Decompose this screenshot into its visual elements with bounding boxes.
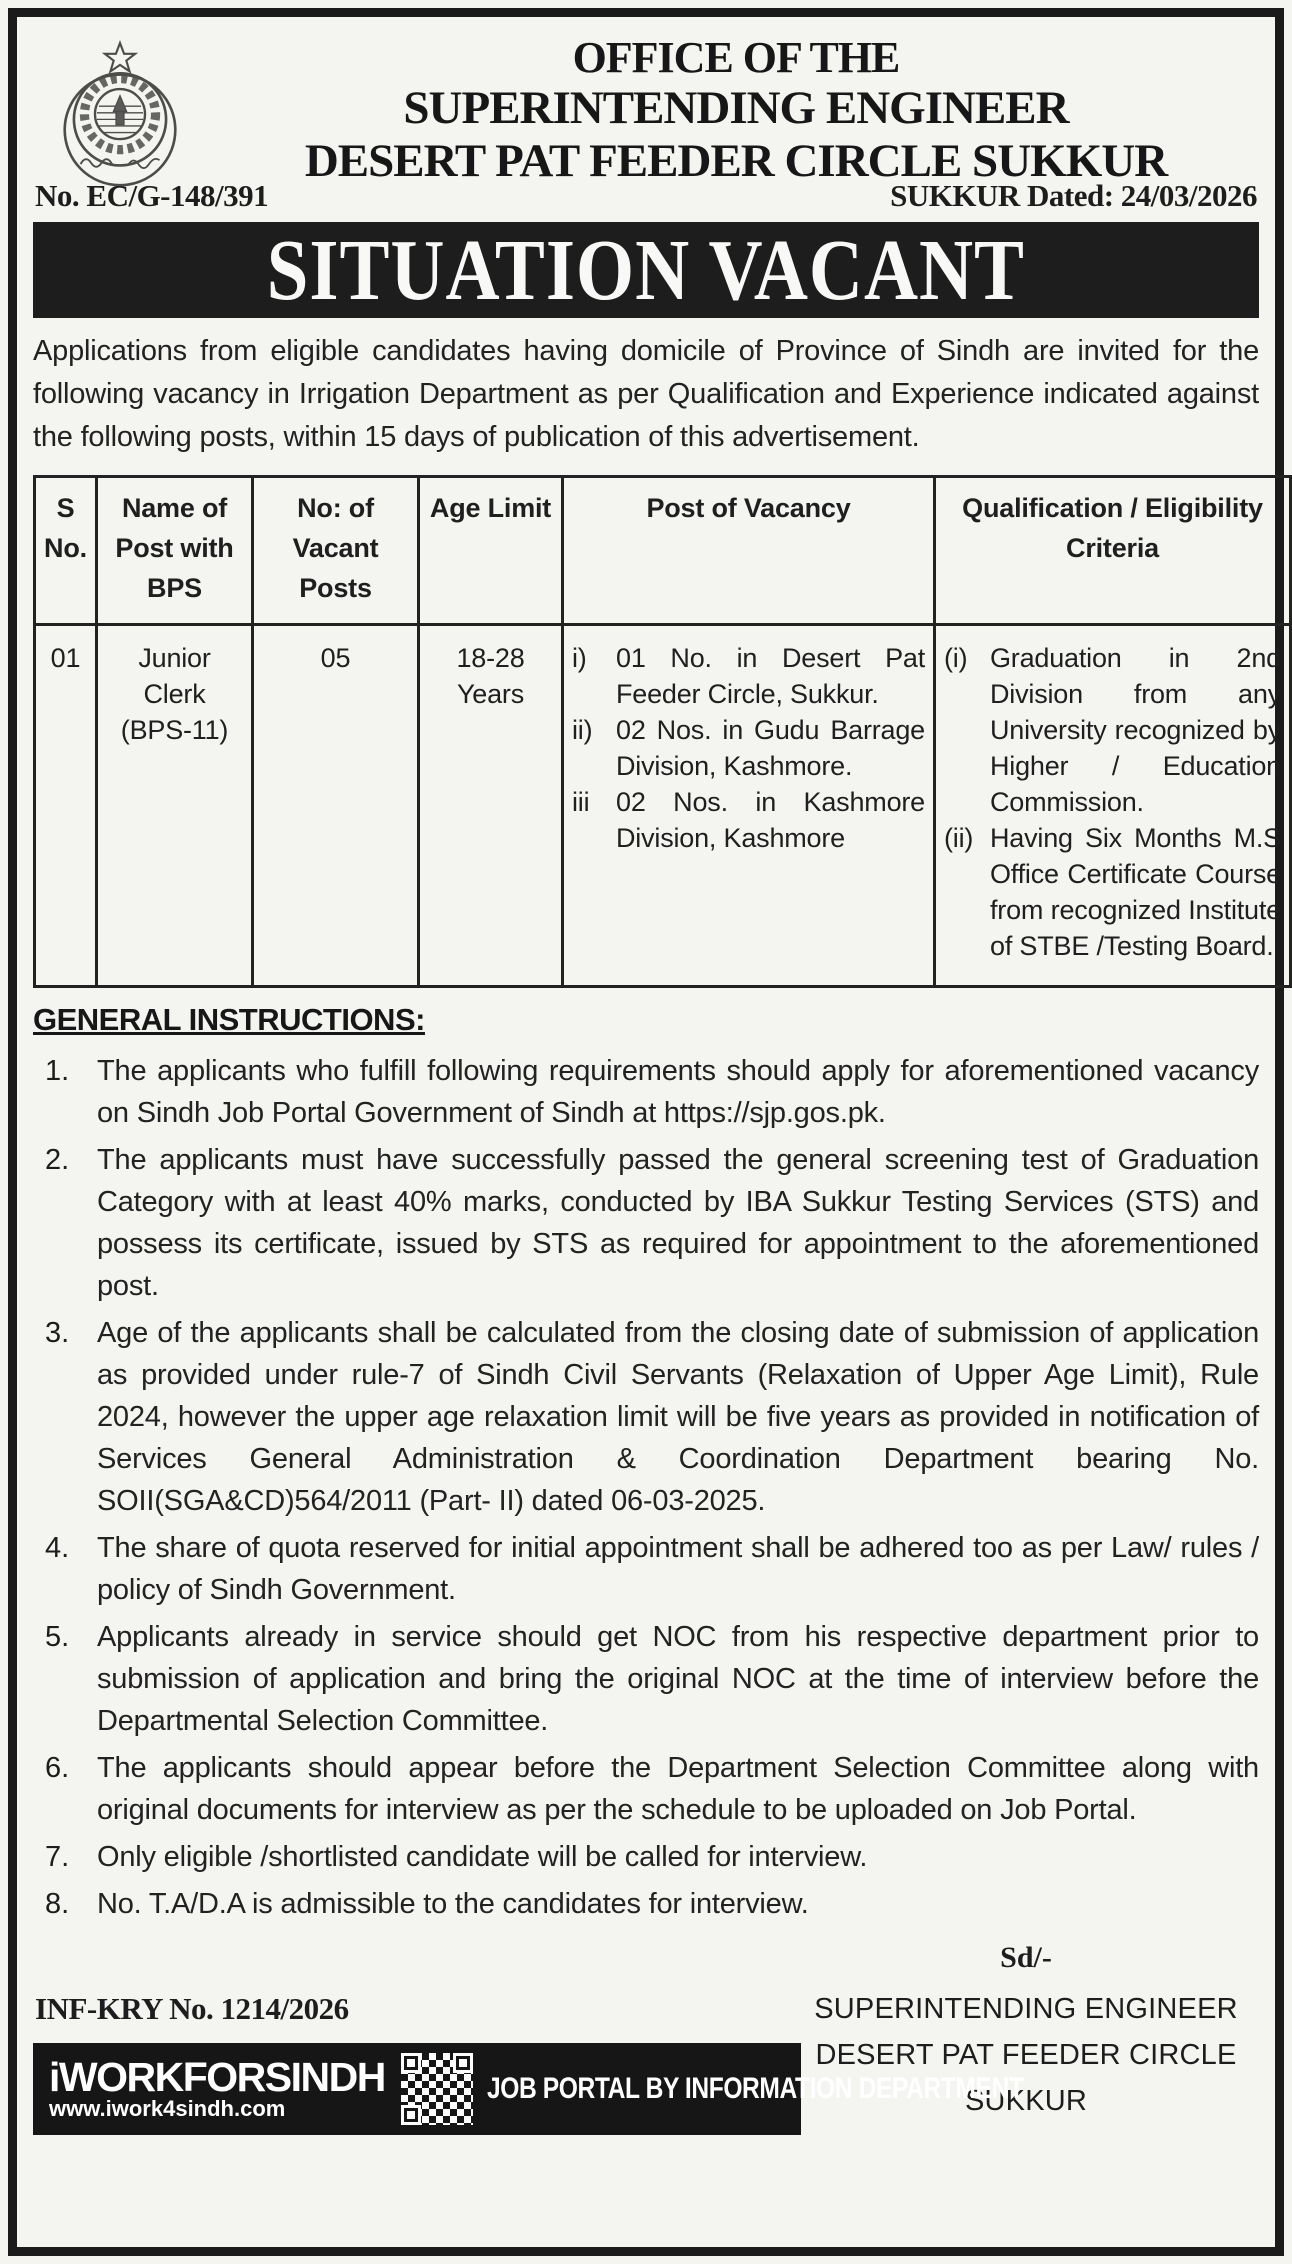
qualification-item-text: Having Six Months M.S Office Certificate Course from recognized Institute of STBE /Testing Board. <box>990 823 1281 961</box>
instruction-text: Age of the applicants shall be calculated from the closing date of submission of application as provided under rule-7 of Sindh Civil Servants (Relaxation of Upper Age Limit), Rule 2024, however the upper age relaxation limit will be five years as provided in notification of Services General Administration & Coordination Department bearing No. SOII(SGA&CD)564/2011 (Part- II) dated 06-03-2025. <box>97 1317 1259 1517</box>
instruction-item <box>33 1050 1259 1134</box>
col-header-age-limit: Age Limit <box>419 477 563 625</box>
instruction-item <box>33 1312 1259 1522</box>
sd-label: Sd/- <box>1000 1941 1052 1974</box>
intro-paragraph: Applications from eligible candidates having domicile of Province of Sindh are invited for the following vacancy in Irrigation Department as per Qualification and Experience indicated against the following posts, within 15 days of publication of this advertisement. <box>33 335 1259 453</box>
footer-left <box>33 1939 1024 2135</box>
instruction-number: 1. <box>45 1055 70 1087</box>
instruction-text: The applicants who fulfill following requirements should apply for aforementioned vacancy on Sindh Job Portal Government of Sindh at https://sjp.gos.pk. <box>97 1055 1259 1129</box>
situation-vacant-banner <box>33 222 1259 318</box>
instruction-text: The share of quota reserved for initial appointment shall be adhered too as per Law/ rules / policy of Sindh Government. <box>97 1532 1259 1606</box>
instruction-number: 7. <box>45 1841 70 1873</box>
instruction-number: 6. <box>45 1752 70 1784</box>
dated-label: SUKKUR Dated: 24/03/2026 <box>890 178 1257 213</box>
post-item <box>572 712 925 784</box>
instruction-text: No. T.A/D.A is admissible to the candidates for interview. <box>97 1888 809 1920</box>
office-title-line2: SUPERINTENDING ENGINEER <box>403 82 1069 135</box>
col-header-qualification: Qualification / Eligibility Criteria <box>935 477 1291 625</box>
inf-number: INF-KRY No. 1214/2026 <box>35 1991 349 2026</box>
iwork-for-sindh-banner <box>33 2043 1024 2135</box>
cell-vacant-posts: 05 <box>253 625 419 987</box>
iwork-brand-block <box>49 2054 385 2121</box>
post-item <box>572 640 925 712</box>
office-title-line3: DESERT PAT FEEDER CIRCLE SUKKUR <box>304 134 1168 187</box>
post-item-marker: i) <box>572 643 587 673</box>
signatory-title: SUPERINTENDING ENGINEER <box>814 1993 1238 2025</box>
instruction-item <box>33 1139 1259 1307</box>
iwork-tagline: JOB PORTAL BY INFORMATION DEPARTMENT <box>486 2072 1024 2105</box>
iwork-url: www.iwork4sindh.com <box>49 2096 286 2121</box>
instruction-item <box>33 1747 1259 1831</box>
col-header-vacant-posts: No: of Vacant Posts <box>253 477 419 625</box>
post-item-text: 02 Nos. in Kashmore Division, Kashmore <box>616 787 925 853</box>
instruction-item <box>33 1616 1259 1742</box>
iwork-logo: iWORKFORSINDH <box>49 2054 385 2100</box>
post-item-text: 01 No. in Desert Pat Feeder Circle, Sukkur. <box>616 643 925 709</box>
qr-finder-icon <box>401 2105 421 2125</box>
qualification-item <box>944 820 1281 964</box>
instruction-number: 3. <box>45 1317 70 1349</box>
office-titles <box>213 29 1259 188</box>
instruction-item <box>33 1527 1259 1611</box>
table-header-row <box>35 477 1291 625</box>
post-item-marker: iii <box>572 787 590 817</box>
signature-block <box>801 1939 1259 2135</box>
qualification-item <box>944 640 1281 820</box>
qualification-item-marker: (ii) <box>944 823 974 853</box>
instruction-number: 8. <box>45 1888 70 1920</box>
instruction-text: The applicants must have successfully passed the general screening test of Graduation Category with at least 40% marks, conducted by IBA Sukkur Testing Services (STS) and possess its certificate, issued by STS as required for appointment to the aforementioned post. <box>97 1144 1259 1302</box>
general-instructions-list <box>33 1050 1259 1925</box>
qr-finder-icon <box>401 2053 421 2073</box>
office-title-line1: OFFICE OF THE <box>572 33 900 82</box>
cell-sno: 01 <box>35 625 97 987</box>
vacancy-table <box>33 475 1292 988</box>
instruction-number: 2. <box>45 1144 70 1176</box>
cell-age-limit: 18-28 Years <box>419 625 563 987</box>
qr-code-icon <box>401 2053 473 2125</box>
cell-post-name: Junior Clerk (BPS-11) <box>97 625 253 987</box>
instruction-number: 5. <box>45 1621 70 1653</box>
qualification-item-marker: (i) <box>944 643 968 673</box>
col-header-post-name: Name of Post with BPS <box>97 477 253 625</box>
instruction-item <box>33 1836 1259 1878</box>
instruction-text: The applicants should appear before the Department Selection Committee along with original documents for interview as per the schedule to be uploaded on Job Portal. <box>97 1752 1259 1826</box>
post-item <box>572 784 925 856</box>
cell-posts-of-vacancy <box>563 625 935 987</box>
table-row <box>35 625 1291 987</box>
cell-qualification <box>935 625 1291 987</box>
qr-finder-icon <box>453 2053 473 2073</box>
instruction-text: Applicants already in service should get NOC from his respective department prior to submission of application and bring the original NOC at the time of interview before the Departmental Selection Committee. <box>97 1621 1259 1737</box>
instruction-number: 4. <box>45 1532 70 1564</box>
instruction-text: Only eligible /shortlisted candidate will be called for interview. <box>97 1841 868 1873</box>
qualification-item-text: Graduation in 2nd Division from any University recognized by Higher / Education Commission. <box>990 643 1281 817</box>
advertisement-frame <box>8 8 1284 2256</box>
signatory-office: DESERT PAT FEEDER CIRCLE <box>815 2039 1237 2071</box>
signatory-location: SUKKUR <box>964 2085 1088 2117</box>
general-instructions-heading: GENERAL INSTRUCTIONS: <box>33 1002 425 1037</box>
banner-title: SITUATION VACANT <box>266 220 1026 319</box>
post-item-text: 02 Nos. in Gudu Barrage Division, Kashmore. <box>616 715 925 781</box>
footer <box>33 1939 1259 2135</box>
col-header-sno: S No. <box>35 477 97 625</box>
col-header-post-of-vacancy: Post of Vacancy <box>563 477 935 625</box>
reference-number: No. EC/G-148/391 <box>35 178 269 213</box>
post-item-marker: ii) <box>572 715 593 745</box>
instruction-item <box>33 1883 1259 1925</box>
